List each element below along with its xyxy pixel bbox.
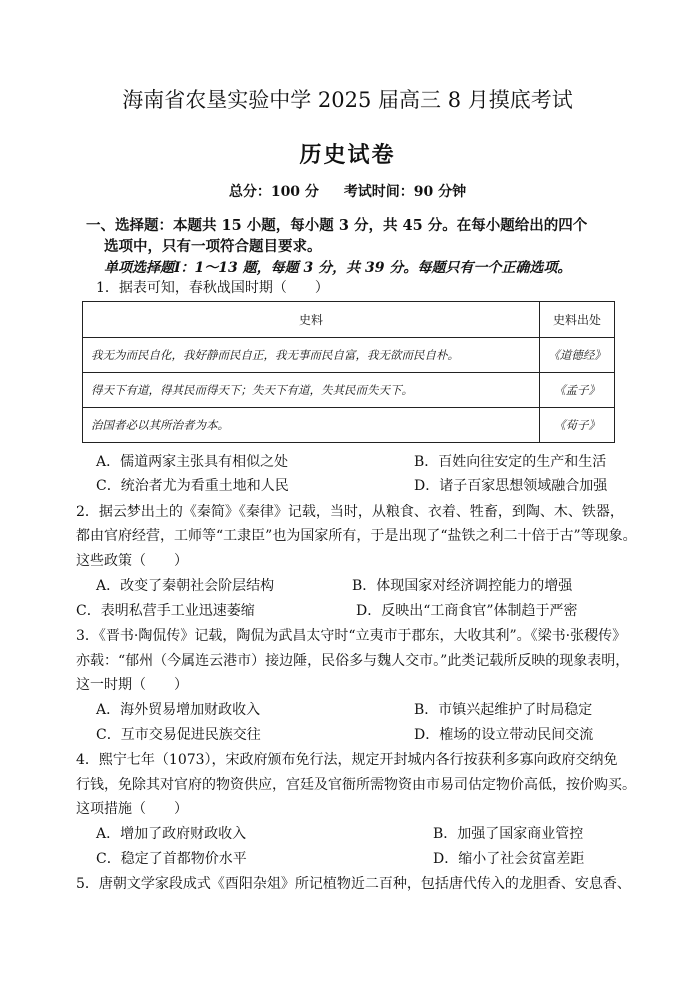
q3-line-3: 这一时期（ ） <box>76 677 188 693</box>
q4-option-a[interactable]: A．增加了政府财政收入 <box>96 826 247 842</box>
q1-option-b[interactable]: B．百姓向往安定的生产和生活 <box>414 454 607 470</box>
section-heading-line2: 选项中，只有一项符合题目要求。 <box>104 238 322 255</box>
exam-title: 海南省农垦实验中学 2025 届高三 8 月摸底考试 <box>122 88 573 112</box>
table-cell-origin: 《孟子》 <box>540 373 615 408</box>
q3-line-2: 亦载：“郁州（今属连云港市）接边陲，民俗多与魏人交市。”此类记载所反映的现象表明， <box>76 653 630 669</box>
q4-option-c[interactable]: C．稳定了首都物价水平 <box>96 851 247 867</box>
table-cell-quote: 我无为而民自化，我好静而民自正，我无事而民自富，我无欲而民自朴。 <box>83 338 540 373</box>
q5-line-1: 5．唐朝文学家段成式《酉阳杂俎》所记植物近二百种，包括唐代传入的龙胆香、安息香、 <box>76 876 631 892</box>
q3-option-b[interactable]: B．市镇兴起维护了时局稳定 <box>414 702 593 718</box>
q1-option-d[interactable]: D．诸子百家思想领域融合加强 <box>414 478 608 494</box>
q2-line-2: 都由官府经营，工师等“工隶臣”也为国家所有，于是出现了“盐铁之利二十倍于古”等现象。 <box>76 528 637 544</box>
q2-option-d[interactable]: D．反映出“工商食官”体制趋于严密 <box>356 603 578 619</box>
q3-line-1: 3．《晋书·陶侃传》记载，陶侃为武昌太守时“立夷市于郡东，大收其利”。《梁书·张稷传》 <box>76 628 627 644</box>
q1-source-table <box>82 301 615 443</box>
table-row <box>83 373 615 408</box>
total-score: 总分：100 分 <box>228 184 319 200</box>
table-cell-origin: 《道德经》 <box>540 338 615 373</box>
table-cell-origin: 《荀子》 <box>540 408 615 443</box>
q3-option-d[interactable]: D．榷场的设立带动民间交流 <box>414 727 594 743</box>
table-header-source: 史料 <box>83 302 540 338</box>
q3-option-a[interactable]: A．海外贸易增加财政收入 <box>96 702 261 718</box>
q3-option-c[interactable]: C．互市交易促进民族交往 <box>96 727 261 743</box>
q2-option-c[interactable]: C．表明私营手工业迅速萎缩 <box>76 603 255 619</box>
exam-time: 考试时间：90 分钟 <box>343 184 467 200</box>
q2-option-b[interactable]: B．体现国家对经济调控能力的增强 <box>352 578 573 594</box>
section-heading-line1: 一、选择题：本题共 15 小题，每小题 3 分，共 45 分。在每小题给出的四个 <box>86 217 588 234</box>
section-subheading: 单项选择题Ⅰ：1～13 题，每题 3 分，共 39 分。每题只有一个正确选项。 <box>104 260 572 276</box>
exam-subtitle: 历史试卷 <box>299 142 396 168</box>
q2-line-1: 2．据云梦出土的《秦简》《秦律》记载，当时，从粮食、衣着、牲畜，到陶、木、铁器， <box>76 504 624 520</box>
q1-option-c[interactable]: C．统治者尤为看重土地和人民 <box>96 478 289 494</box>
q2-line-3: 这些政策（ ） <box>76 553 188 569</box>
q4-line-3: 这项措施（ ） <box>76 801 188 817</box>
q2-option-a[interactable]: A．改变了秦朝社会阶层结构 <box>96 578 275 594</box>
table-cell-quote: 治国者必以其所治者为本。 <box>83 408 540 443</box>
q1-option-a[interactable]: A．儒道两家主张具有相似之处 <box>96 454 289 470</box>
table-cell-quote: 得天下有道，得其民而得天下；失天下有道，失其民而失天下。 <box>83 373 540 408</box>
q4-line-2: 行钱，免除其对官府的物资供应，宫廷及官衙所需物资由市易司估定物价高低，按价购买。 <box>76 777 636 793</box>
exam-meta <box>0 181 695 201</box>
q4-option-b[interactable]: B．加强了国家商业管控 <box>433 826 584 842</box>
table-row <box>83 338 615 373</box>
q1-stem: 1．据表可知，春秋战国时期（ ） <box>96 280 329 296</box>
table-header-origin: 史料出处 <box>540 302 615 338</box>
table-row <box>83 408 615 443</box>
q4-option-d[interactable]: D．缩小了社会贫富差距 <box>433 851 585 867</box>
q4-line-1: 4．熙宁七年（1073），宋政府颁布免行法，规定开封城内各行按获利多寡向政府交纳免 <box>76 752 618 768</box>
table-header-row <box>83 302 615 338</box>
